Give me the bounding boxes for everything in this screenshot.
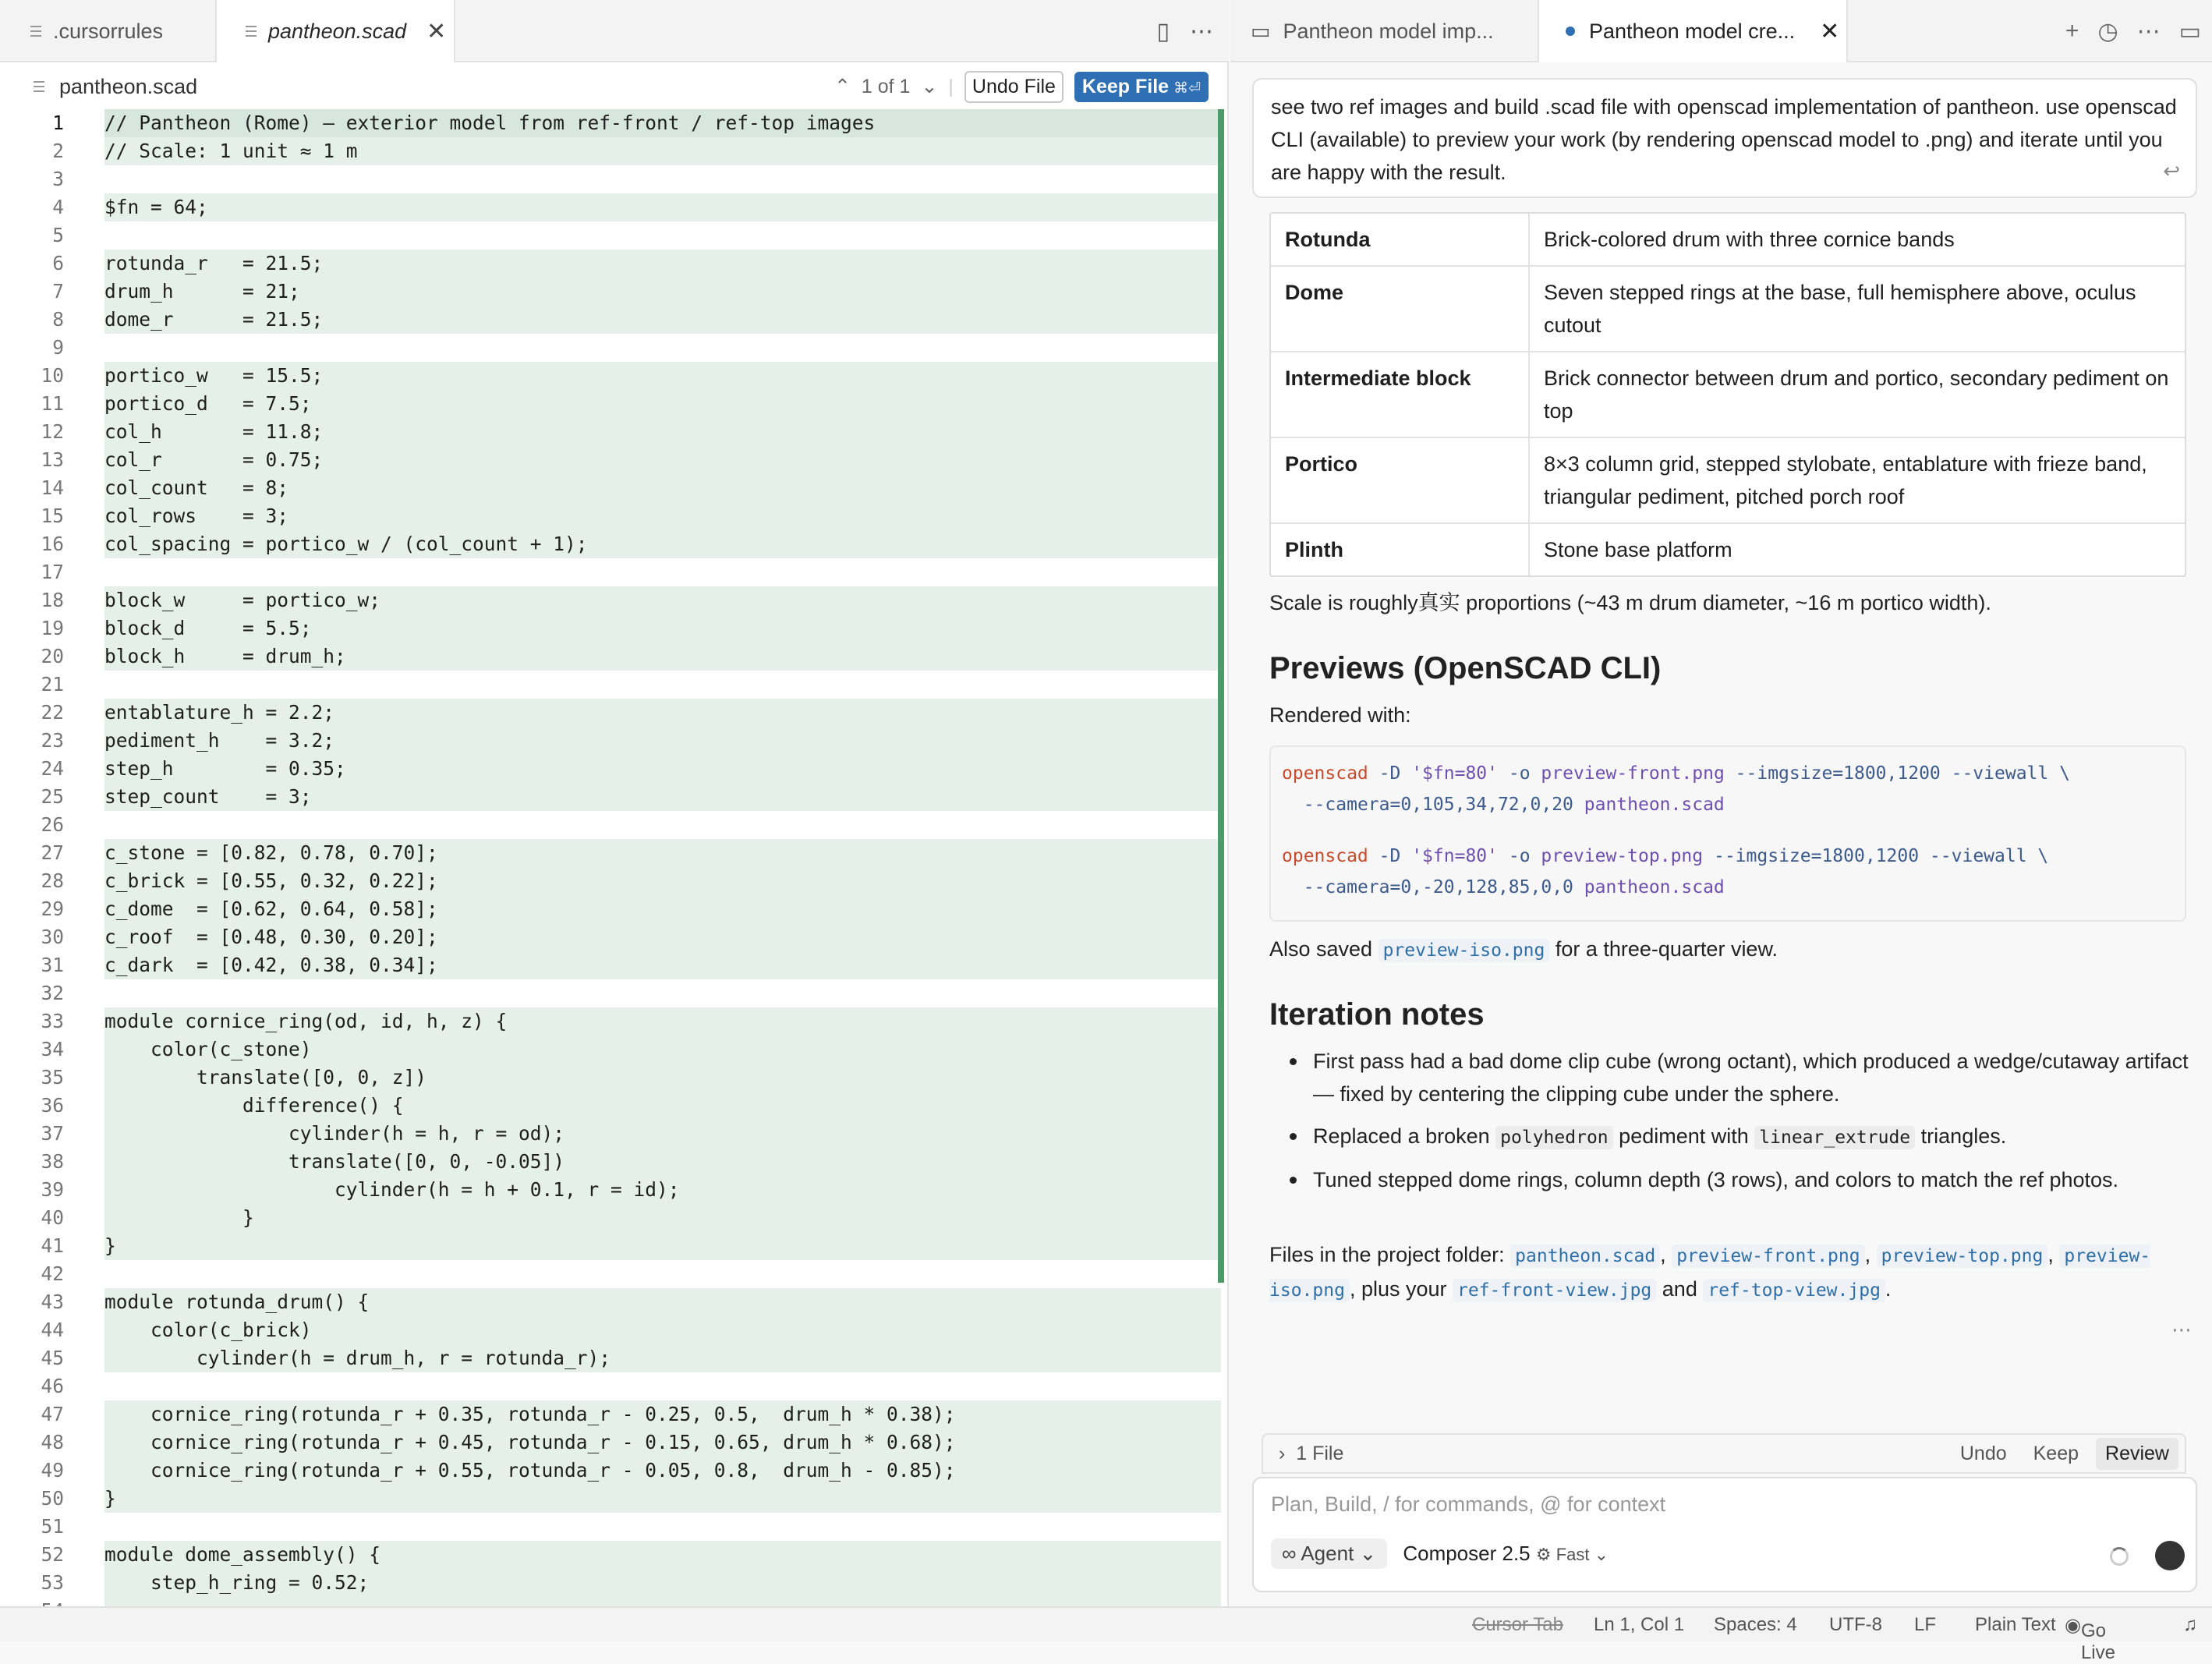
- code-line[interactable]: [0, 1120, 1229, 1148]
- line-number: 33: [41, 1010, 64, 1032]
- cursor-tab-status[interactable]: Cursor Tab: [1472, 1614, 1563, 1635]
- code-line[interactable]: [0, 1260, 1229, 1288]
- line-number: 31: [41, 954, 64, 976]
- list-item: [1269, 1045, 2205, 1110]
- chevron-right-icon: ›: [1279, 1442, 1286, 1464]
- code-text[interactable]: dome_r = 21.5;: [104, 306, 1221, 334]
- chat-tab-label: Pantheon model cre...: [1589, 19, 1796, 43]
- code-text[interactable]: block_h = drum_h;: [104, 643, 1221, 671]
- file-link[interactable]: pantheon.scad: [1510, 1244, 1660, 1268]
- inline-code: linear_extrude: [1754, 1126, 1915, 1149]
- model-selector[interactable]: [1403, 1542, 1609, 1566]
- code-line[interactable]: [0, 699, 1229, 727]
- code-line[interactable]: [0, 1064, 1229, 1092]
- table-cell-part: Rotunda: [1271, 214, 1530, 265]
- code-line[interactable]: [0, 895, 1229, 923]
- chevron-up-icon[interactable]: ⌃: [833, 76, 851, 97]
- code-line[interactable]: [0, 839, 1229, 867]
- line-ending[interactable]: LF: [1914, 1614, 1937, 1635]
- code-line[interactable]: [0, 362, 1229, 390]
- line-number: 20: [41, 645, 64, 667]
- code-text[interactable]: c_dark = [0.42, 0.38, 0.34];: [104, 951, 1221, 979]
- line-number: 11: [41, 392, 64, 415]
- line-number: 30: [41, 926, 64, 948]
- cmd-output: preview-top.png: [1541, 846, 1704, 866]
- code-line[interactable]: [0, 418, 1229, 446]
- code-text[interactable]: col_spacing = portico_w / (col_count + 1);: [104, 530, 1221, 558]
- chat-tab-2[interactable]: [1538, 0, 1848, 62]
- changed-files-toggle[interactable]: [1279, 1443, 1343, 1465]
- line-number: 49: [41, 1459, 64, 1482]
- line-number: 12: [41, 420, 64, 443]
- inline-code: polyhedron: [1495, 1126, 1612, 1149]
- close-icon[interactable]: ✕: [426, 18, 447, 44]
- loading-spinner-icon: [2110, 1547, 2129, 1566]
- history-icon[interactable]: ◷: [2097, 18, 2118, 44]
- code-line[interactable]: [0, 727, 1229, 755]
- plus-icon[interactable]: +: [2065, 18, 2079, 44]
- code-text[interactable]: // Pantheon (Rome) — exterior model from ref-front / ref-top images: [104, 109, 1221, 137]
- code-text[interactable]: drum_h = 21;: [104, 278, 1221, 306]
- keep-file-label: Keep File: [1081, 75, 1170, 97]
- line-number: 34: [41, 1038, 64, 1060]
- code-text[interactable]: rotunda_r = 21.5;: [104, 250, 1221, 278]
- code-line[interactable]: [0, 1036, 1229, 1064]
- command-gap: [1282, 820, 2174, 841]
- code-line[interactable]: [0, 867, 1229, 895]
- file-link[interactable]: preview-iso.png: [1269, 1246, 2151, 1301]
- code-text[interactable]: cylinder(h = h + 0.1, r = id);: [104, 1176, 1221, 1204]
- code-line[interactable]: [0, 1316, 1229, 1344]
- code-text[interactable]: block_w = portico_w;: [104, 586, 1221, 614]
- line-number: 40: [41, 1206, 64, 1229]
- code-line[interactable]: [0, 390, 1229, 418]
- table-cell-desc: Brick-colored drum with three cornice bands: [1544, 228, 1955, 251]
- breadcrumb[interactable]: [31, 64, 197, 109]
- code-line[interactable]: [0, 109, 1229, 137]
- restore-icon[interactable]: ↩: [2163, 159, 2180, 182]
- cmd-bin: openscad: [1282, 763, 1368, 784]
- line-number: 19: [41, 617, 64, 639]
- keep-button[interactable]: Keep: [2033, 1442, 2079, 1464]
- line-number: 4: [52, 196, 64, 218]
- code-text[interactable]: // Scale: 1 unit ≈ 1 m: [104, 137, 1221, 165]
- table-cell-part: Plinth: [1271, 524, 1530, 575]
- code-text[interactable]: col_r = 0.75;: [104, 446, 1221, 474]
- cmd-camera: --camera=0,105,34,72,0,20: [1303, 795, 1573, 815]
- chat-tab-label: Pantheon model imp...: [1283, 19, 1494, 43]
- command-code-block[interactable]: [1269, 745, 2186, 922]
- split-editor-icon[interactable]: ▯: [1156, 18, 1170, 44]
- code-line[interactable]: [0, 1569, 1229, 1597]
- code-text[interactable]: c_brick = [0.55, 0.32, 0.22];: [104, 867, 1221, 895]
- cmd-file: pantheon.scad: [1584, 877, 1725, 897]
- indentation[interactable]: Spaces: 4: [1714, 1614, 1797, 1635]
- list-item: [1269, 1163, 2205, 1196]
- code-line[interactable]: [0, 811, 1229, 839]
- cmd-camera: --camera=0,-20,128,85,0,0: [1303, 877, 1573, 897]
- code-line[interactable]: [0, 1372, 1229, 1400]
- code-line[interactable]: [0, 1007, 1229, 1036]
- cmd-flag: -D: [1379, 846, 1401, 866]
- code-text[interactable]: step_h = 0.35;: [104, 755, 1221, 783]
- line-number: 24: [41, 757, 64, 780]
- code-text[interactable]: portico_d = 7.5;: [104, 390, 1221, 418]
- tab-label: pantheon.scad: [268, 19, 407, 43]
- editor-actions: [1156, 0, 1213, 62]
- code-line[interactable]: [0, 923, 1229, 951]
- changed-files-label: 1 File: [1296, 1442, 1344, 1464]
- command-line: [1282, 841, 2174, 872]
- code-line[interactable]: [0, 1148, 1229, 1176]
- line-number: 41: [41, 1234, 64, 1257]
- files-pre: Files in the project folder:: [1269, 1243, 1505, 1266]
- line-number: 26: [41, 813, 64, 836]
- table-cell-part: Portico: [1271, 438, 1530, 522]
- code-line[interactable]: [0, 671, 1229, 699]
- table-row: [1271, 524, 2185, 575]
- keep-shortcut: ⌘⏎: [1173, 80, 1201, 97]
- line-number: 14: [41, 476, 64, 499]
- previews-heading: Previews (OpenSCAD CLI): [1269, 651, 1662, 685]
- code-text[interactable]: module dome_assembly() {: [104, 1541, 1221, 1569]
- line-number: 10: [41, 364, 64, 387]
- line-number: 53: [41, 1571, 64, 1594]
- note-text: pediment with: [1619, 1124, 1749, 1148]
- code-text[interactable]: cylinder(h = drum_h, r = rotunda_r);: [104, 1344, 1221, 1372]
- diff-navigation: [834, 70, 1209, 103]
- note-text: Tuned stepped dome rings, column depth (3 rows), and colors to match the ref photos.: [1313, 1168, 2119, 1191]
- user-message[interactable]: [1252, 78, 2197, 198]
- code-text[interactable]: module rotunda_drum() {: [104, 1288, 1221, 1316]
- breadcrumb-bar: [0, 64, 1229, 109]
- code-text[interactable]: pediment_h = 3.2;: [104, 727, 1221, 755]
- line-number: 37: [41, 1122, 64, 1145]
- table-row: [1271, 352, 2185, 438]
- code-line[interactable]: [0, 165, 1229, 193]
- code-text[interactable]: translate([0, 0, -0.05]): [104, 1148, 1221, 1176]
- code-text[interactable]: c_stone = [0.82, 0.78, 0.70];: [104, 839, 1221, 867]
- file-link[interactable]: preview-front.png: [1672, 1244, 1864, 1268]
- undo-button[interactable]: Undo: [1959, 1442, 2007, 1464]
- changed-files-actions: [1951, 1438, 2178, 1470]
- list-item: [1269, 1120, 2205, 1154]
- file-link[interactable]: ref-front-view.jpg: [1453, 1279, 1656, 1302]
- files-text: Files in the project folder: pantheon.scad , preview-front.png , preview-top.png , preview-iso.png , plus your ref-front-view.jpg and ref-top-view.jpg .: [1269, 1243, 2151, 1301]
- speed-label: ⚙ Fast ⌄: [1535, 1544, 1609, 1564]
- line-number: 38: [41, 1150, 64, 1173]
- files-and: and: [1662, 1277, 1697, 1301]
- breadcrumb-label: pantheon.scad: [59, 74, 198, 98]
- line-number: 52: [41, 1543, 64, 1566]
- code-line[interactable]: [0, 502, 1229, 530]
- table-cell-part: Dome: [1271, 267, 1530, 351]
- file-icon: [28, 21, 45, 41]
- cmd-file: pantheon.scad: [1584, 795, 1725, 815]
- line-number: 1: [52, 112, 64, 134]
- line-number: 47: [41, 1403, 64, 1425]
- code-line[interactable]: [0, 1429, 1229, 1457]
- line-number: 7: [52, 280, 64, 303]
- code-text[interactable]: c_dome = [0.62, 0.64, 0.58];: [104, 895, 1221, 923]
- keep-file-button[interactable]: [1074, 72, 1209, 102]
- mode-selector[interactable]: [1271, 1538, 1387, 1569]
- cmd-flag: -o: [1508, 763, 1531, 784]
- line-number: 51: [41, 1515, 64, 1538]
- chat-tab-1[interactable]: [1230, 0, 1538, 62]
- code-line[interactable]: [0, 1344, 1229, 1372]
- code-line[interactable]: [0, 250, 1229, 278]
- status-bar: [0, 1606, 2212, 1663]
- code-text[interactable]: translate([0, 0, z]): [104, 1064, 1221, 1092]
- files-plus: , plus your: [1349, 1277, 1447, 1301]
- code-line[interactable]: [0, 1485, 1229, 1513]
- line-number: 2: [52, 140, 64, 162]
- note-text: First pass had a bad dome clip cube (wrong octant), which produced a wedge/cutaway artifact — fixed by centering the clipping cube under the sphere.: [1313, 1050, 2189, 1106]
- line-number: 9: [52, 336, 64, 359]
- more-icon[interactable]: ⋯: [1190, 18, 1213, 44]
- line-number: 13: [41, 448, 64, 471]
- line-number: 45: [41, 1347, 64, 1369]
- code-text[interactable]: cornice_ring(rotunda_r + 0.45, rotunda_r - 0.15, 0.65, drum_h * 0.68);: [104, 1429, 1221, 1457]
- table-cell-desc: Brick connector between drum and portico, secondary pediment on top: [1544, 366, 2169, 423]
- code-area[interactable]: [0, 109, 1229, 1606]
- iteration-heading: Iteration notes: [1269, 997, 1485, 1032]
- code-text[interactable]: col_count = 8;: [104, 474, 1221, 502]
- review-button[interactable]: Review: [2096, 1438, 2178, 1470]
- editor-tab-bar: [0, 0, 1229, 62]
- code-text[interactable]: difference() {: [104, 1092, 1221, 1120]
- cmd-define: '$fn=80': [1411, 846, 1498, 866]
- code-line[interactable]: [0, 474, 1229, 502]
- line-number: 8: [52, 308, 64, 331]
- line-number: 6: [52, 252, 64, 274]
- chat-actions: [2065, 0, 2201, 62]
- also-saved-text: [1269, 933, 2197, 967]
- more-icon[interactable]: ⋯: [2136, 18, 2161, 44]
- line-number: 44: [41, 1319, 64, 1341]
- cmd-output: preview-front.png: [1541, 763, 1725, 784]
- microphone-icon[interactable]: [2155, 1541, 2185, 1570]
- chat-pane: [1230, 0, 2212, 1606]
- components-table: [1269, 212, 2186, 577]
- code-line[interactable]: [0, 306, 1229, 334]
- message-more-icon[interactable]: ⋯: [2171, 1318, 2192, 1341]
- code-text[interactable]: module cornice_ring(od, id, h, z) {: [104, 1007, 1221, 1036]
- file-icon: [243, 21, 260, 41]
- composer-toolbar: [1271, 1536, 1609, 1570]
- cursor-position[interactable]: Ln 1, Col 1: [1594, 1614, 1685, 1635]
- line-number: 28: [41, 869, 64, 892]
- code-text[interactable]: c_roof = [0.48, 0.30, 0.20];: [104, 923, 1221, 951]
- code-line[interactable]: [0, 334, 1229, 362]
- panel-icon[interactable]: ▭: [2178, 18, 2201, 44]
- line-number: 46: [41, 1375, 64, 1397]
- diff-counter: 1 of 1: [861, 75, 911, 97]
- diff-gutter-bar: [1218, 109, 1224, 1283]
- code-line[interactable]: [0, 221, 1229, 250]
- cmd-options: --imgsize=1800,1200 --viewall \: [1735, 763, 2070, 784]
- code-line[interactable]: [0, 1513, 1229, 1541]
- code-line[interactable]: [0, 1092, 1229, 1120]
- line-number: 17: [41, 561, 64, 583]
- code-text[interactable]: step_h_ring = 0.52;: [104, 1569, 1221, 1597]
- iteration-list: [1269, 1045, 2205, 1196]
- file-icon: [31, 77, 48, 96]
- command-line: [1282, 758, 2174, 789]
- code-line[interactable]: [0, 278, 1229, 306]
- code-line[interactable]: [0, 614, 1229, 643]
- code-text[interactable]: col_rows = 3;: [104, 502, 1221, 530]
- code-line[interactable]: [0, 1457, 1229, 1485]
- changed-files-bar: [1262, 1433, 2186, 1474]
- line-number: 29: [41, 897, 64, 920]
- composer-input[interactable]: Plan, Build, / for commands, @ for context: [1271, 1492, 1666, 1516]
- unsaved-dot-icon: [1566, 27, 1575, 36]
- code-line[interactable]: [0, 530, 1229, 558]
- line-number: 32: [41, 982, 64, 1004]
- code-text[interactable]: step_count = 3;: [104, 783, 1221, 811]
- cmd-define: '$fn=80': [1411, 763, 1498, 784]
- code-line[interactable]: [0, 193, 1229, 221]
- line-number: 43: [41, 1290, 64, 1313]
- code-line[interactable]: [0, 446, 1229, 474]
- code-text[interactable]: $fn = 64;: [104, 193, 1221, 221]
- code-line[interactable]: [0, 1541, 1229, 1569]
- code-line[interactable]: [0, 1232, 1229, 1260]
- code-text[interactable]: color(c_brick): [104, 1316, 1221, 1344]
- line-number: 50: [41, 1487, 64, 1510]
- code-text[interactable]: col_h = 11.8;: [104, 418, 1221, 446]
- user-message-text: see two ref images and build .scad file with openscad implementation of pantheon. use openscad CLI (available) to preview your work (by rendering openscad model to .png) and iterate until you are happy with the result.: [1271, 95, 2177, 184]
- also-saved-pre: Also saved: [1269, 937, 1373, 961]
- line-number: 21: [41, 673, 64, 696]
- line-number: 25: [41, 785, 64, 808]
- table-row: [1271, 438, 2185, 524]
- code-line[interactable]: [0, 1288, 1229, 1316]
- code-text[interactable]: }: [104, 1204, 1221, 1232]
- tab-label: .cursorrules: [53, 19, 164, 43]
- code-text[interactable]: color(c_stone): [104, 1036, 1221, 1064]
- code-text[interactable]: cornice_ring(rotunda_r + 0.35, rotunda_r - 0.25, 0.5, drum_h * 0.38);: [104, 1400, 1221, 1429]
- command-line: [1282, 872, 2174, 903]
- line-number: 3: [52, 168, 64, 190]
- bell-icon[interactable]: ♫: [2183, 1614, 2197, 1635]
- code-line[interactable]: [0, 783, 1229, 811]
- code-text[interactable]: block_d = 5.5;: [104, 614, 1221, 643]
- table-row: [1271, 267, 2185, 352]
- cmd-options: --imgsize=1800,1200 --viewall \: [1713, 846, 2049, 866]
- code-line[interactable]: [0, 643, 1229, 671]
- table-cell-desc: 8×3 column grid, stepped stylobate, entablature with frieze band, triangular pediment, pitched porch roof: [1544, 452, 2147, 508]
- code-line[interactable]: [0, 755, 1229, 783]
- go-live-label: Go Live: [2080, 1620, 2115, 1663]
- code-line[interactable]: [0, 951, 1229, 979]
- also-saved-post: for a three-quarter view.: [1555, 937, 1778, 961]
- line-number: 35: [41, 1066, 64, 1089]
- go-live-button[interactable]: ◉ Go Live: [2065, 1615, 2115, 1663]
- code-line[interactable]: [0, 1176, 1229, 1204]
- line-number: 42: [41, 1262, 64, 1285]
- cmd-flag: -D: [1379, 763, 1401, 784]
- line-number: 39: [41, 1178, 64, 1201]
- line-number: 16: [41, 533, 64, 555]
- tab-pantheon-scad[interactable]: [217, 0, 455, 62]
- code-text[interactable]: }: [104, 1232, 1221, 1260]
- line-number: 23: [41, 729, 64, 752]
- file-link[interactable]: preview-iso.png: [1379, 939, 1550, 962]
- table-cell-desc: Seven stepped rings at the base, full hemisphere above, oculus cutout: [1544, 281, 2136, 337]
- command-line: [1282, 789, 2174, 820]
- cmd-bin: openscad: [1282, 846, 1368, 866]
- cmd-flag: -o: [1508, 846, 1531, 866]
- line-number: 5: [52, 224, 64, 246]
- line-number: 18: [41, 589, 64, 611]
- code-text[interactable]: cylinder(h = h, r = od);: [104, 1120, 1221, 1148]
- line-number: 27: [41, 841, 64, 864]
- tab-cursorrules[interactable]: [0, 0, 217, 62]
- code-line[interactable]: [0, 137, 1229, 165]
- note-text: Replaced a broken: [1313, 1124, 1490, 1148]
- mode-label: Agent: [1301, 1541, 1354, 1565]
- table-cell-part: Intermediate block: [1271, 352, 1530, 437]
- line-number: 22: [41, 701, 64, 724]
- infinity-icon: ∞: [1282, 1541, 1297, 1565]
- model-label: Composer 2.5: [1403, 1541, 1531, 1565]
- code-line[interactable]: [0, 586, 1229, 614]
- line-number: 48: [41, 1431, 64, 1453]
- code-line[interactable]: [0, 1204, 1229, 1232]
- file-link[interactable]: preview-top.png: [1877, 1244, 2048, 1268]
- chat-icon: ▭: [1251, 19, 1271, 43]
- chevron-down-icon: ⌄: [1359, 1541, 1377, 1565]
- divider: |: [948, 75, 954, 97]
- line-number: 15: [41, 505, 64, 527]
- language-mode[interactable]: Plain Text: [1975, 1614, 2056, 1635]
- code-line[interactable]: [0, 979, 1229, 1007]
- speed-text: Fast: [1555, 1544, 1590, 1564]
- chevron-down-icon[interactable]: ⌄: [921, 76, 938, 97]
- code-line[interactable]: [0, 1400, 1229, 1429]
- close-icon[interactable]: ✕: [1820, 18, 1840, 44]
- undo-file-button[interactable]: Undo File: [964, 71, 1064, 103]
- table-cell-desc: Stone base platform: [1544, 538, 1732, 561]
- line-number: 36: [41, 1094, 64, 1117]
- code-text[interactable]: cornice_ring(rotunda_r + 0.55, rotunda_r - 0.05, 0.8, drum_h - 0.85);: [104, 1457, 1221, 1485]
- code-text[interactable]: entablature_h = 2.2;: [104, 699, 1221, 727]
- chat-tab-bar: [1230, 0, 2212, 62]
- file-link[interactable]: ref-top-view.jpg: [1703, 1279, 1885, 1302]
- code-text[interactable]: }: [104, 1485, 1221, 1513]
- table-row: [1271, 214, 2185, 267]
- scale-note: Scale is roughly真实 proportions (~43 m drum diameter, ~16 m portico width).: [1269, 591, 1991, 614]
- note-text: triangles.: [1920, 1124, 2007, 1148]
- code-line[interactable]: [0, 558, 1229, 586]
- encoding[interactable]: UTF-8: [1829, 1614, 1882, 1635]
- code-text[interactable]: portico_w = 15.5;: [104, 362, 1221, 390]
- composer[interactable]: [1252, 1477, 2197, 1592]
- rendered-with-label: Rendered with:: [1269, 703, 1411, 727]
